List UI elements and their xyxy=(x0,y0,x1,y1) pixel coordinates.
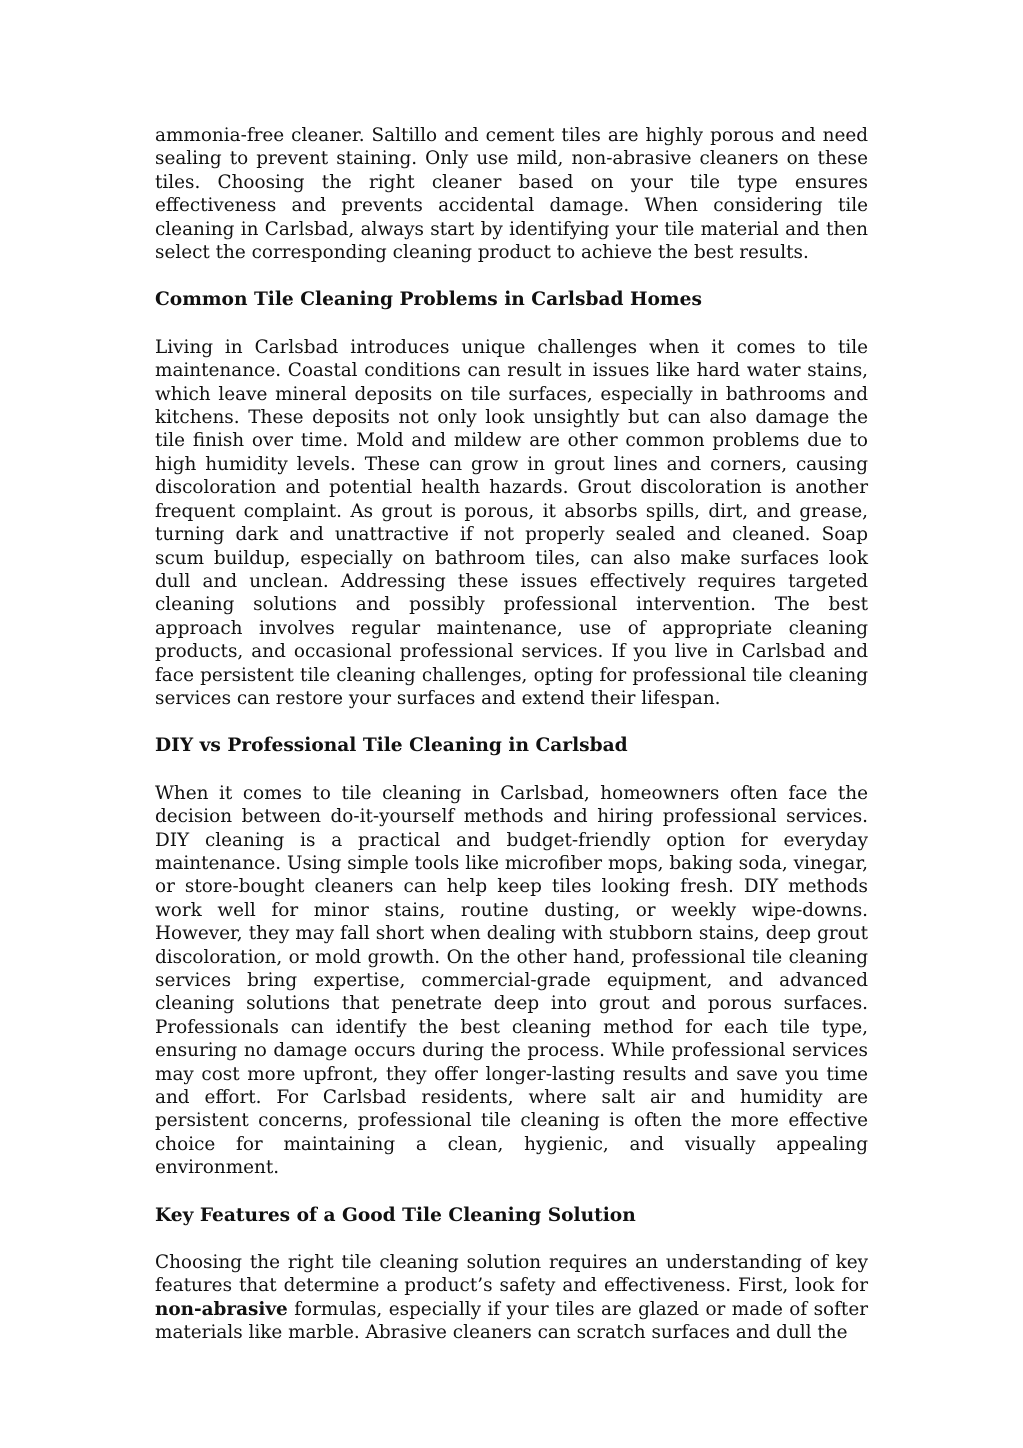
section-paragraph-common-problems: Living in Carlsbad introduces unique challenges when it comes to tile maintenance. Coastal conditions can result in issues like hard water stains, which leave mineral deposits on tile surfaces, especially in bathrooms and kitchens. These deposits not only look unsightly but can also damage the tile finish over time. Mold and mildew are other common problems due to high humidity levels. These can grow in grout lines and corners, causing discoloration and potential health hazards. Grout discoloration is another frequent complaint. As grout is porous, it absorbs spills, dirt, and grease, turning dark and unattractive if not properly sealed and cleaned. Soap scum buildup, especially on bathroom tiles, can also make surfaces look dull and unclean. Addressing these issues effectively requires targeted cleaning solutions and possibly professional intervention. The best approach involves regular maintenance, use of appropriate cleaning products, and occasional professional services. If you live in Carlsbad and face persistent tile cleaning challenges, opting for professional tile cleaning services can restore your surfaces and extend their lifespan. xyxy=(155,336,868,709)
intro-paragraph: ammonia-free cleaner. Saltillo and cement tiles are highly porous and need sealing to prevent staining. Only use mild, non-abrasive cleaners on these tiles. Choosing the right cleaner based on your tile type ensures effectiveness and prevents accidental damage. When considering tile cleaning in Carlsbad, always start by identifying your tile material and then select the corresponding cleaning product to achieve the best results. xyxy=(155,125,868,264)
key-features-text-end: formulas, especially if your tiles are glazed or made of softer materials like marble. Abrasive cleaners can scratch surfaces and dull the xyxy=(155,1298,868,1344)
non-abrasive-emphasis: non-abrasive xyxy=(155,1298,288,1320)
section-paragraph-diy-vs-professional: When it comes to tile cleaning in Carlsbad, homeowners often face the decision between do-it-yourself methods and hiring professional services. DIY cleaning is a practical and budget-friendly option for everyday maintenance. Using simple tools like microfiber mops, baking soda, vinegar, or store-bought cleaners can help keep tiles looking fresh. DIY methods work well for minor stains, routine dusting, or weekly wipe-downs. However, they may fall short when dealing with stubborn stains, deep grout discoloration, or mold growth. On the other hand, professional tile cleaning services bring expertise, commercial-grade equipment, and advanced cleaning solutions that penetrate deep into grout and porous surfaces. Professionals can identify the best cleaning method for each tile type, ensuring no damage occurs during the process. While professional services may cost more upfront, they offer longer-lasting results and save you time and effort. For Carlsbad residents, where salt air and humidity are persistent concerns, professional tile cleaning is often the more effective choice for maintaining a clean, hygienic, and visually appealing environment. xyxy=(155,782,868,1179)
section-heading-key-features: Key Features of a Good Tile Cleaning Solution xyxy=(155,1204,636,1226)
section-heading-diy-vs-professional: DIY vs Professional Tile Cleaning in Carlsbad xyxy=(155,735,628,757)
key-features-text-start: Choosing the right tile cleaning solution requires an understanding of key features that determine a product’s safety and effectiveness. First, look for xyxy=(155,1252,868,1297)
section-heading-common-problems: Common Tile Cleaning Problems in Carlsbad Homes xyxy=(155,289,702,311)
document-page xyxy=(155,124,868,1345)
section-paragraph-key-features xyxy=(155,1251,868,1345)
